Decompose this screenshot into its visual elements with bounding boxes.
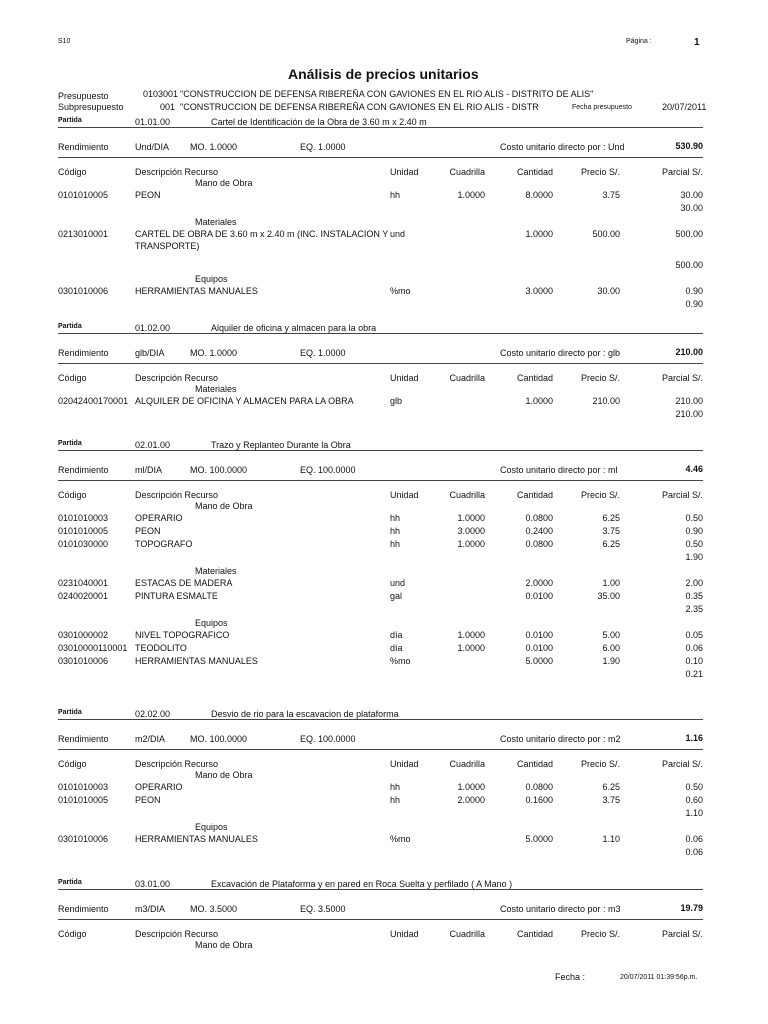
col-unidad: Unidad bbox=[390, 929, 419, 939]
resource-unit: und bbox=[390, 229, 406, 239]
resource-cuadrilla: 1.0000 bbox=[457, 782, 485, 792]
resource-precio: 3.75 bbox=[602, 190, 620, 200]
col-codigo: Código bbox=[58, 490, 87, 500]
rendimiento-eq: EQ. 3.5000 bbox=[300, 904, 346, 914]
resource-parcial: 0.50 bbox=[685, 782, 703, 792]
partida-desc: Cartel de Identificación de la Obra de 3.60 m x 2.40 m bbox=[211, 117, 427, 127]
group-subtotal: 0.21 bbox=[685, 669, 703, 679]
group-name: Mano de Obra bbox=[195, 770, 253, 780]
resource-cantidad: 0.1600 bbox=[525, 795, 553, 805]
resource-cantidad: 0.0100 bbox=[525, 630, 553, 640]
resource-unit: gal bbox=[390, 591, 403, 601]
col-cuadrilla: Cuadrilla bbox=[449, 373, 485, 383]
col-precio: Precio S/. bbox=[580, 929, 620, 939]
resource-cantidad: 0.0800 bbox=[525, 782, 553, 792]
group-subtotal: 0.06 bbox=[685, 847, 703, 857]
resource-cantidad: 1.0000 bbox=[525, 396, 553, 406]
rendimiento-eq: EQ. 100.0000 bbox=[300, 734, 356, 744]
resource-precio: 500.00 bbox=[592, 229, 620, 239]
resource-parcial: 0.06 bbox=[685, 834, 703, 844]
presupuesto-desc: "CONSTRUCCION DE DEFENSA RIBEREÑA CON GAVIONES EN EL RIO ALIS - DISTRITO DE ALIS" bbox=[180, 89, 594, 99]
resource-cantidad: 0.0100 bbox=[525, 591, 553, 601]
report-code: S10 bbox=[58, 38, 71, 45]
resource-precio: 210.00 bbox=[592, 396, 620, 406]
costo-unitario-label: Costo unitario directo por : Und bbox=[500, 142, 625, 152]
rendimiento-label: Rendimiento bbox=[58, 142, 109, 152]
resource-cantidad: 5.0000 bbox=[525, 834, 553, 844]
rendimiento-separator bbox=[58, 480, 703, 481]
partida-code: 03.01.00 bbox=[135, 879, 171, 889]
costo-unitario-label: Costo unitario directo por : ml bbox=[500, 465, 618, 475]
group-subtotal: 30.00 bbox=[680, 203, 703, 213]
col-precio: Precio S/. bbox=[580, 167, 620, 177]
col-codigo: Código bbox=[58, 373, 87, 383]
col-unidad: Unidad bbox=[390, 759, 419, 769]
col-cuadrilla: Cuadrilla bbox=[449, 929, 485, 939]
resource-cantidad: 0.0100 bbox=[525, 643, 553, 653]
resource-cantidad: 3.0000 bbox=[525, 286, 553, 296]
resource-desc: PEON bbox=[135, 190, 161, 200]
group-subtotal: 2.35 bbox=[685, 604, 703, 614]
rendimiento-mo: MO. 3.5000 bbox=[190, 904, 238, 914]
rendimiento-label: Rendimiento bbox=[58, 904, 109, 914]
col-codigo: Código bbox=[58, 929, 87, 939]
presupuesto-label: Presupuesto bbox=[58, 91, 109, 101]
resource-precio: 6.25 bbox=[602, 513, 620, 523]
subpresupuesto-code: 001 bbox=[160, 102, 176, 112]
resource-desc: PEON bbox=[135, 795, 161, 805]
col-descripcion: Descripción Recurso bbox=[135, 490, 219, 500]
resource-desc: PINTURA ESMALTE bbox=[135, 591, 218, 601]
resource-code: 02042400170001 bbox=[58, 396, 129, 406]
rendimiento-label: Rendimiento bbox=[58, 465, 109, 475]
partida-desc: Alquiler de oficina y almacen para la obra bbox=[211, 323, 377, 333]
group-subtotal: 1.10 bbox=[685, 808, 703, 818]
resource-code: 0101010003 bbox=[58, 513, 109, 523]
resource-desc: ALQUILER DE OFICINA Y ALMACEN PARA LA OBRA bbox=[135, 396, 354, 406]
resource-code: 0240020001 bbox=[58, 591, 109, 601]
resource-unit: hh bbox=[390, 190, 401, 200]
resource-desc: TOPOGRAFO bbox=[135, 539, 193, 549]
col-descripcion: Descripción Recurso bbox=[135, 373, 219, 383]
resource-precio: 1.00 bbox=[602, 578, 620, 588]
resource-cuadrilla: 1.0000 bbox=[457, 190, 485, 200]
resource-cuadrilla: 1.0000 bbox=[457, 539, 485, 549]
group-subtotal: 0.90 bbox=[685, 299, 703, 309]
partida-desc: Desvio de rio para la escavacion de plataforma bbox=[211, 709, 399, 719]
group-name: Materiales bbox=[195, 566, 237, 576]
col-unidad: Unidad bbox=[390, 167, 419, 177]
rendimiento-mo: MO. 100.0000 bbox=[190, 465, 248, 475]
col-precio: Precio S/. bbox=[580, 759, 620, 769]
resource-code: 0101010003 bbox=[58, 782, 109, 792]
rendimiento-unit: m2/DIA bbox=[135, 734, 166, 744]
costo-unitario-label: Costo unitario directo por : glb bbox=[500, 348, 621, 358]
resource-precio: 30.00 bbox=[597, 286, 620, 296]
group-subtotal: 1.90 bbox=[685, 552, 703, 562]
group-name: Mano de Obra bbox=[195, 178, 253, 188]
partida-label: Partida bbox=[58, 709, 82, 716]
presupuesto-code: 0103001 bbox=[143, 89, 179, 99]
col-codigo: Código bbox=[58, 759, 87, 769]
col-unidad: Unidad bbox=[390, 490, 419, 500]
rendimiento-mo: MO. 1.0000 bbox=[190, 348, 238, 358]
page-title: Análisis de precios unitarios bbox=[288, 66, 479, 82]
col-parcial: Parcial S/. bbox=[661, 759, 703, 769]
resource-cuadrilla: 1.0000 bbox=[457, 513, 485, 523]
subpresupuesto-label: Subpresupuesto bbox=[58, 102, 124, 112]
resource-unit: %mo bbox=[390, 834, 411, 844]
col-parcial: Parcial S/. bbox=[661, 490, 703, 500]
resource-code: 0213010001 bbox=[58, 229, 109, 239]
resource-precio: 6.00 bbox=[602, 643, 620, 653]
subpresupuesto-desc: "CONSTRUCCION DE DEFENSA RIBEREÑA CON GAVIONES EN EL RIO ALIS - DISTR bbox=[180, 102, 539, 112]
col-cantidad: Cantidad bbox=[516, 929, 553, 939]
col-unidad: Unidad bbox=[390, 373, 419, 383]
resource-code: 0231040001 bbox=[58, 578, 109, 588]
resource-code: 0301010006 bbox=[58, 834, 109, 844]
partida-label: Partida bbox=[58, 323, 82, 330]
rendimiento-eq: EQ. 100.0000 bbox=[300, 465, 356, 475]
resource-unit: hh bbox=[390, 795, 401, 805]
rendimiento-separator bbox=[58, 363, 703, 364]
page-label: Página : bbox=[626, 38, 652, 45]
rendimiento-eq: EQ. 1.0000 bbox=[300, 348, 346, 358]
rendimiento-label: Rendimiento bbox=[58, 348, 109, 358]
col-cuadrilla: Cuadrilla bbox=[449, 490, 485, 500]
resource-desc-cont: TRANSPORTE) bbox=[135, 241, 200, 251]
resource-cantidad: 0.2400 bbox=[525, 526, 553, 536]
resource-unit: %mo bbox=[390, 286, 411, 296]
costo-unitario-value: 4.46 bbox=[685, 464, 703, 474]
resource-precio: 1.10 bbox=[602, 834, 620, 844]
rendimiento-unit: glb/DIA bbox=[135, 348, 165, 358]
resource-precio: 6.25 bbox=[602, 539, 620, 549]
rendimiento-unit: Und/DIA bbox=[135, 142, 170, 152]
rendimiento-label: Rendimiento bbox=[58, 734, 109, 744]
col-precio: Precio S/. bbox=[580, 373, 620, 383]
col-descripcion: Descripción Recurso bbox=[135, 167, 219, 177]
page-number: 1 bbox=[694, 37, 700, 48]
resource-precio: 3.75 bbox=[602, 526, 620, 536]
col-parcial: Parcial S/. bbox=[661, 929, 703, 939]
resource-parcial: 210.00 bbox=[675, 396, 703, 406]
col-parcial: Parcial S/. bbox=[661, 373, 703, 383]
group-subtotal: 210.00 bbox=[675, 409, 703, 419]
costo-unitario-value: 530.90 bbox=[675, 141, 703, 151]
group-name: Materiales bbox=[195, 217, 237, 227]
col-descripcion: Descripción Recurso bbox=[135, 929, 219, 939]
group-name: Mano de Obra bbox=[195, 501, 253, 511]
partida-code: 02.02.00 bbox=[135, 709, 171, 719]
resource-desc: HERRAMIENTAS MANUALES bbox=[135, 834, 258, 844]
resource-unit: glb bbox=[390, 396, 403, 406]
col-parcial: Parcial S/. bbox=[661, 167, 703, 177]
footer-fecha-value: 20/07/2011 01:39:56p.m. bbox=[620, 974, 698, 981]
resource-code: 0301000002 bbox=[58, 630, 109, 640]
partida-code: 02.01.00 bbox=[135, 440, 171, 450]
resource-code: 03010000110001 bbox=[58, 643, 128, 653]
resource-code: 0101010005 bbox=[58, 795, 109, 805]
costo-unitario-value: 19.79 bbox=[680, 903, 703, 913]
col-codigo: Código bbox=[58, 167, 87, 177]
resource-desc: ESTACAS DE MADERA bbox=[135, 578, 233, 588]
partida-code: 01.01.00 bbox=[135, 117, 171, 127]
resource-unit: %mo bbox=[390, 656, 411, 666]
partida-separator bbox=[58, 450, 703, 451]
group-name: Materiales bbox=[195, 384, 237, 394]
col-descripcion: Descripción Recurso bbox=[135, 759, 219, 769]
resource-unit: und bbox=[390, 578, 406, 588]
partida-label: Partida bbox=[58, 879, 82, 886]
resource-unit: hh bbox=[390, 782, 401, 792]
group-subtotal: 500.00 bbox=[675, 260, 703, 270]
partida-code: 01.02.00 bbox=[135, 323, 171, 333]
resource-desc: OPERARIO bbox=[135, 782, 183, 792]
partida-desc: Trazo y Replanteo Durante la Obra bbox=[211, 440, 351, 450]
resource-cantidad: 5.0000 bbox=[525, 656, 553, 666]
rendimiento-unit: ml/DIA bbox=[135, 465, 162, 475]
resource-desc: OPERARIO bbox=[135, 513, 183, 523]
partida-label: Partida bbox=[58, 440, 82, 447]
resource-parcial: 2.00 bbox=[685, 578, 703, 588]
resource-cantidad: 1.0000 bbox=[525, 229, 553, 239]
resource-cuadrilla: 1.0000 bbox=[457, 630, 485, 640]
rendimiento-mo: MO. 100.0000 bbox=[190, 734, 248, 744]
resource-precio: 6.25 bbox=[602, 782, 620, 792]
group-name: Mano de Obra bbox=[195, 940, 253, 950]
rendimiento-separator bbox=[58, 749, 703, 750]
resource-desc: HERRAMIENTAS MANUALES bbox=[135, 656, 258, 666]
resource-code: 0101010005 bbox=[58, 190, 109, 200]
group-name: Equipos bbox=[195, 618, 228, 628]
resource-parcial: 30.00 bbox=[680, 190, 703, 200]
col-cuadrilla: Cuadrilla bbox=[449, 759, 485, 769]
partida-label: Partida bbox=[58, 117, 82, 124]
resource-parcial: 0.90 bbox=[685, 526, 703, 536]
resource-code: 0101010005 bbox=[58, 526, 109, 536]
resource-desc: HERRAMIENTAS MANUALES bbox=[135, 286, 258, 296]
fecha-presupuesto: 20/07/2011 bbox=[662, 102, 707, 112]
resource-parcial: 0.05 bbox=[685, 630, 703, 640]
resource-precio: 35.00 bbox=[597, 591, 620, 601]
col-cantidad: Cantidad bbox=[516, 490, 553, 500]
resource-unit: hh bbox=[390, 539, 401, 549]
resource-desc: CARTEL DE OBRA DE 3.60 m x 2.40 m (INC. INSTALACION Y bbox=[135, 229, 389, 239]
resource-parcial: 0.35 bbox=[685, 591, 703, 601]
group-name: Equipos bbox=[195, 822, 228, 832]
resource-parcial: 500.00 bbox=[675, 229, 703, 239]
resource-parcial: 0.50 bbox=[685, 513, 703, 523]
col-precio: Precio S/. bbox=[580, 490, 620, 500]
rendimiento-unit: m3/DIA bbox=[135, 904, 166, 914]
group-name: Equipos bbox=[195, 274, 228, 284]
costo-unitario-label: Costo unitario directo por : m2 bbox=[500, 734, 621, 744]
resource-cuadrilla: 1.0000 bbox=[457, 643, 485, 653]
col-cuadrilla: Cuadrilla bbox=[449, 167, 485, 177]
resource-cuadrilla: 3.0000 bbox=[457, 526, 485, 536]
resource-code: 0301010006 bbox=[58, 656, 109, 666]
resource-parcial: 0.50 bbox=[685, 539, 703, 549]
resource-desc: NIVEL TOPOGRAFICO bbox=[135, 630, 230, 640]
col-cantidad: Cantidad bbox=[516, 759, 553, 769]
resource-cuadrilla: 2.0000 bbox=[457, 795, 485, 805]
resource-precio: 3.75 bbox=[602, 795, 620, 805]
partida-separator bbox=[58, 889, 703, 890]
resource-unit: hh bbox=[390, 526, 401, 536]
resource-cantidad: 8.0000 bbox=[525, 190, 553, 200]
resource-code: 0301010006 bbox=[58, 286, 109, 296]
resource-code: 0101030000 bbox=[58, 539, 109, 549]
partida-desc: Excavación de Plataforma y en pared en Roca Suelta y perfilado ( A Mano ) bbox=[211, 879, 513, 889]
resource-precio: 5.00 bbox=[602, 630, 620, 640]
rendimiento-separator bbox=[58, 919, 703, 920]
partida-separator bbox=[58, 127, 703, 128]
fecha-presupuesto-label: Fecha presupuesto bbox=[572, 104, 632, 111]
partida-separator bbox=[58, 719, 703, 720]
resource-parcial: 0.06 bbox=[685, 643, 703, 653]
resource-parcial: 0.60 bbox=[685, 795, 703, 805]
resource-unit: hh bbox=[390, 513, 401, 523]
partida-separator bbox=[58, 333, 703, 334]
col-cantidad: Cantidad bbox=[516, 373, 553, 383]
resource-precio: 1.90 bbox=[602, 656, 620, 666]
rendimiento-eq: EQ. 1.0000 bbox=[300, 142, 346, 152]
costo-unitario-label: Costo unitario directo por : m3 bbox=[500, 904, 621, 914]
costo-unitario-value: 210.00 bbox=[675, 347, 703, 357]
rendimiento-mo: MO. 1.0000 bbox=[190, 142, 238, 152]
costo-unitario-value: 1.16 bbox=[685, 733, 703, 743]
resource-unit: día bbox=[390, 643, 403, 653]
rendimiento-separator bbox=[58, 157, 703, 158]
footer-fecha-label: Fecha : bbox=[555, 972, 586, 982]
resource-parcial: 0.10 bbox=[685, 656, 703, 666]
resource-desc: PEON bbox=[135, 526, 161, 536]
resource-parcial: 0.90 bbox=[685, 286, 703, 296]
resource-unit: día bbox=[390, 630, 403, 640]
resource-cantidad: 2.0000 bbox=[525, 578, 553, 588]
resource-cantidad: 0.0800 bbox=[525, 513, 553, 523]
resource-desc: TEODOLITO bbox=[135, 643, 187, 653]
col-cantidad: Cantidad bbox=[516, 167, 553, 177]
resource-cantidad: 0.0800 bbox=[525, 539, 553, 549]
